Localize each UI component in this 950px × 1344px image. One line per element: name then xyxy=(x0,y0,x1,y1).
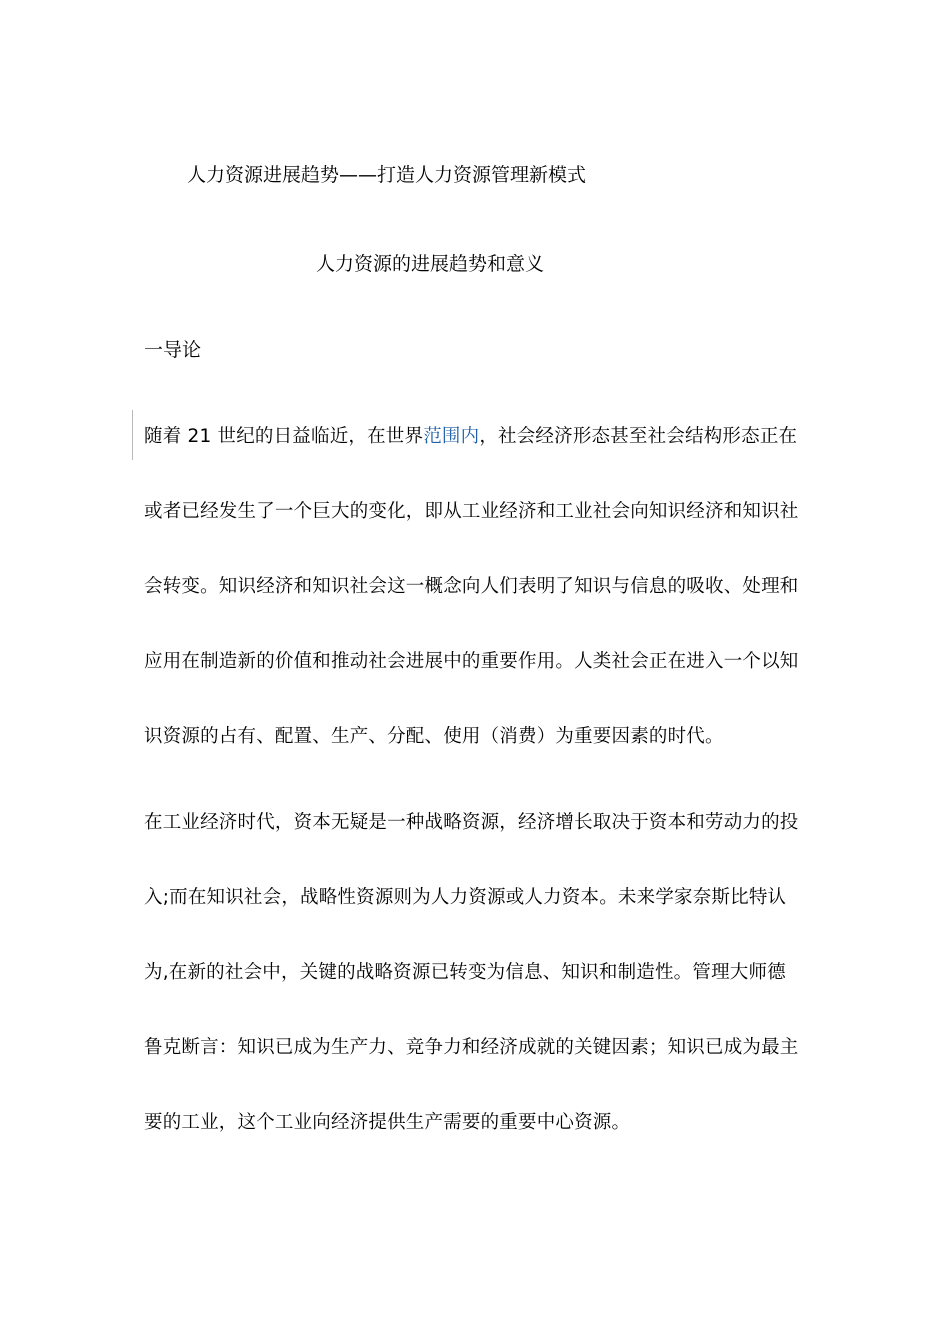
paragraph-1-line-4: 应用在制造新的价值和推动社会进展中的重要作用。人类社会正在进入一个以知 xyxy=(144,651,799,672)
paragraph-1-line-1-post: ，社会经济形态甚至社会结构形态正在 xyxy=(479,426,798,447)
document-subtitle: 人力资源的进展趋势和意义 xyxy=(316,253,545,275)
paragraph-2-line-1: 在工业经济时代，资本无疑是一种战略资源，经济增长取决于资本和劳动力的投 xyxy=(144,812,799,833)
paragraph-2-line-5: 要的工业，这个工业向经济提供生产需要的重要中心资源。 xyxy=(144,1112,631,1133)
text-cursor-bar xyxy=(132,410,133,460)
paragraph-2-line-4: 鲁克断言：知识已成为生产力、竞争力和经济成就的关键因素；知识已成为最主 xyxy=(144,1037,799,1058)
section-heading: 一导论 xyxy=(144,339,202,361)
highlighted-text-link[interactable]: 范围内 xyxy=(423,426,480,447)
paragraph-2 xyxy=(144,810,824,1185)
paragraph-1-line-1 xyxy=(144,424,824,499)
paragraph-1-line-3: 会转变。知识经济和知识社会这一概念向人们表明了知识与信息的吸收、处理和 xyxy=(144,576,799,597)
paragraph-1-line-2: 或者已经发生了一个巨大的变化，即从工业经济和工业社会向知识经济和知识社 xyxy=(144,501,799,522)
paragraph-2-line-3: 为,在新的社会中，关键的战略资源已转变为信息、知识和制造性。管理大师德 xyxy=(144,962,786,983)
paragraph-1-line-5: 识资源的占有、配置、生产、分配、使用（消费）为重要因素的时代。 xyxy=(144,726,724,747)
document-title: 人力资源进展趋势——打造人力资源管理新模式 xyxy=(187,164,587,186)
paragraph-1-line-1-pre: 随着 21 世纪的日益临近，在世界 xyxy=(144,426,424,447)
paragraph-2-line-2: 入;而在知识社会，战略性资源则为人力资源或人力资本。未来学家奈斯比特认 xyxy=(144,887,787,908)
paragraph-1 xyxy=(144,424,824,799)
